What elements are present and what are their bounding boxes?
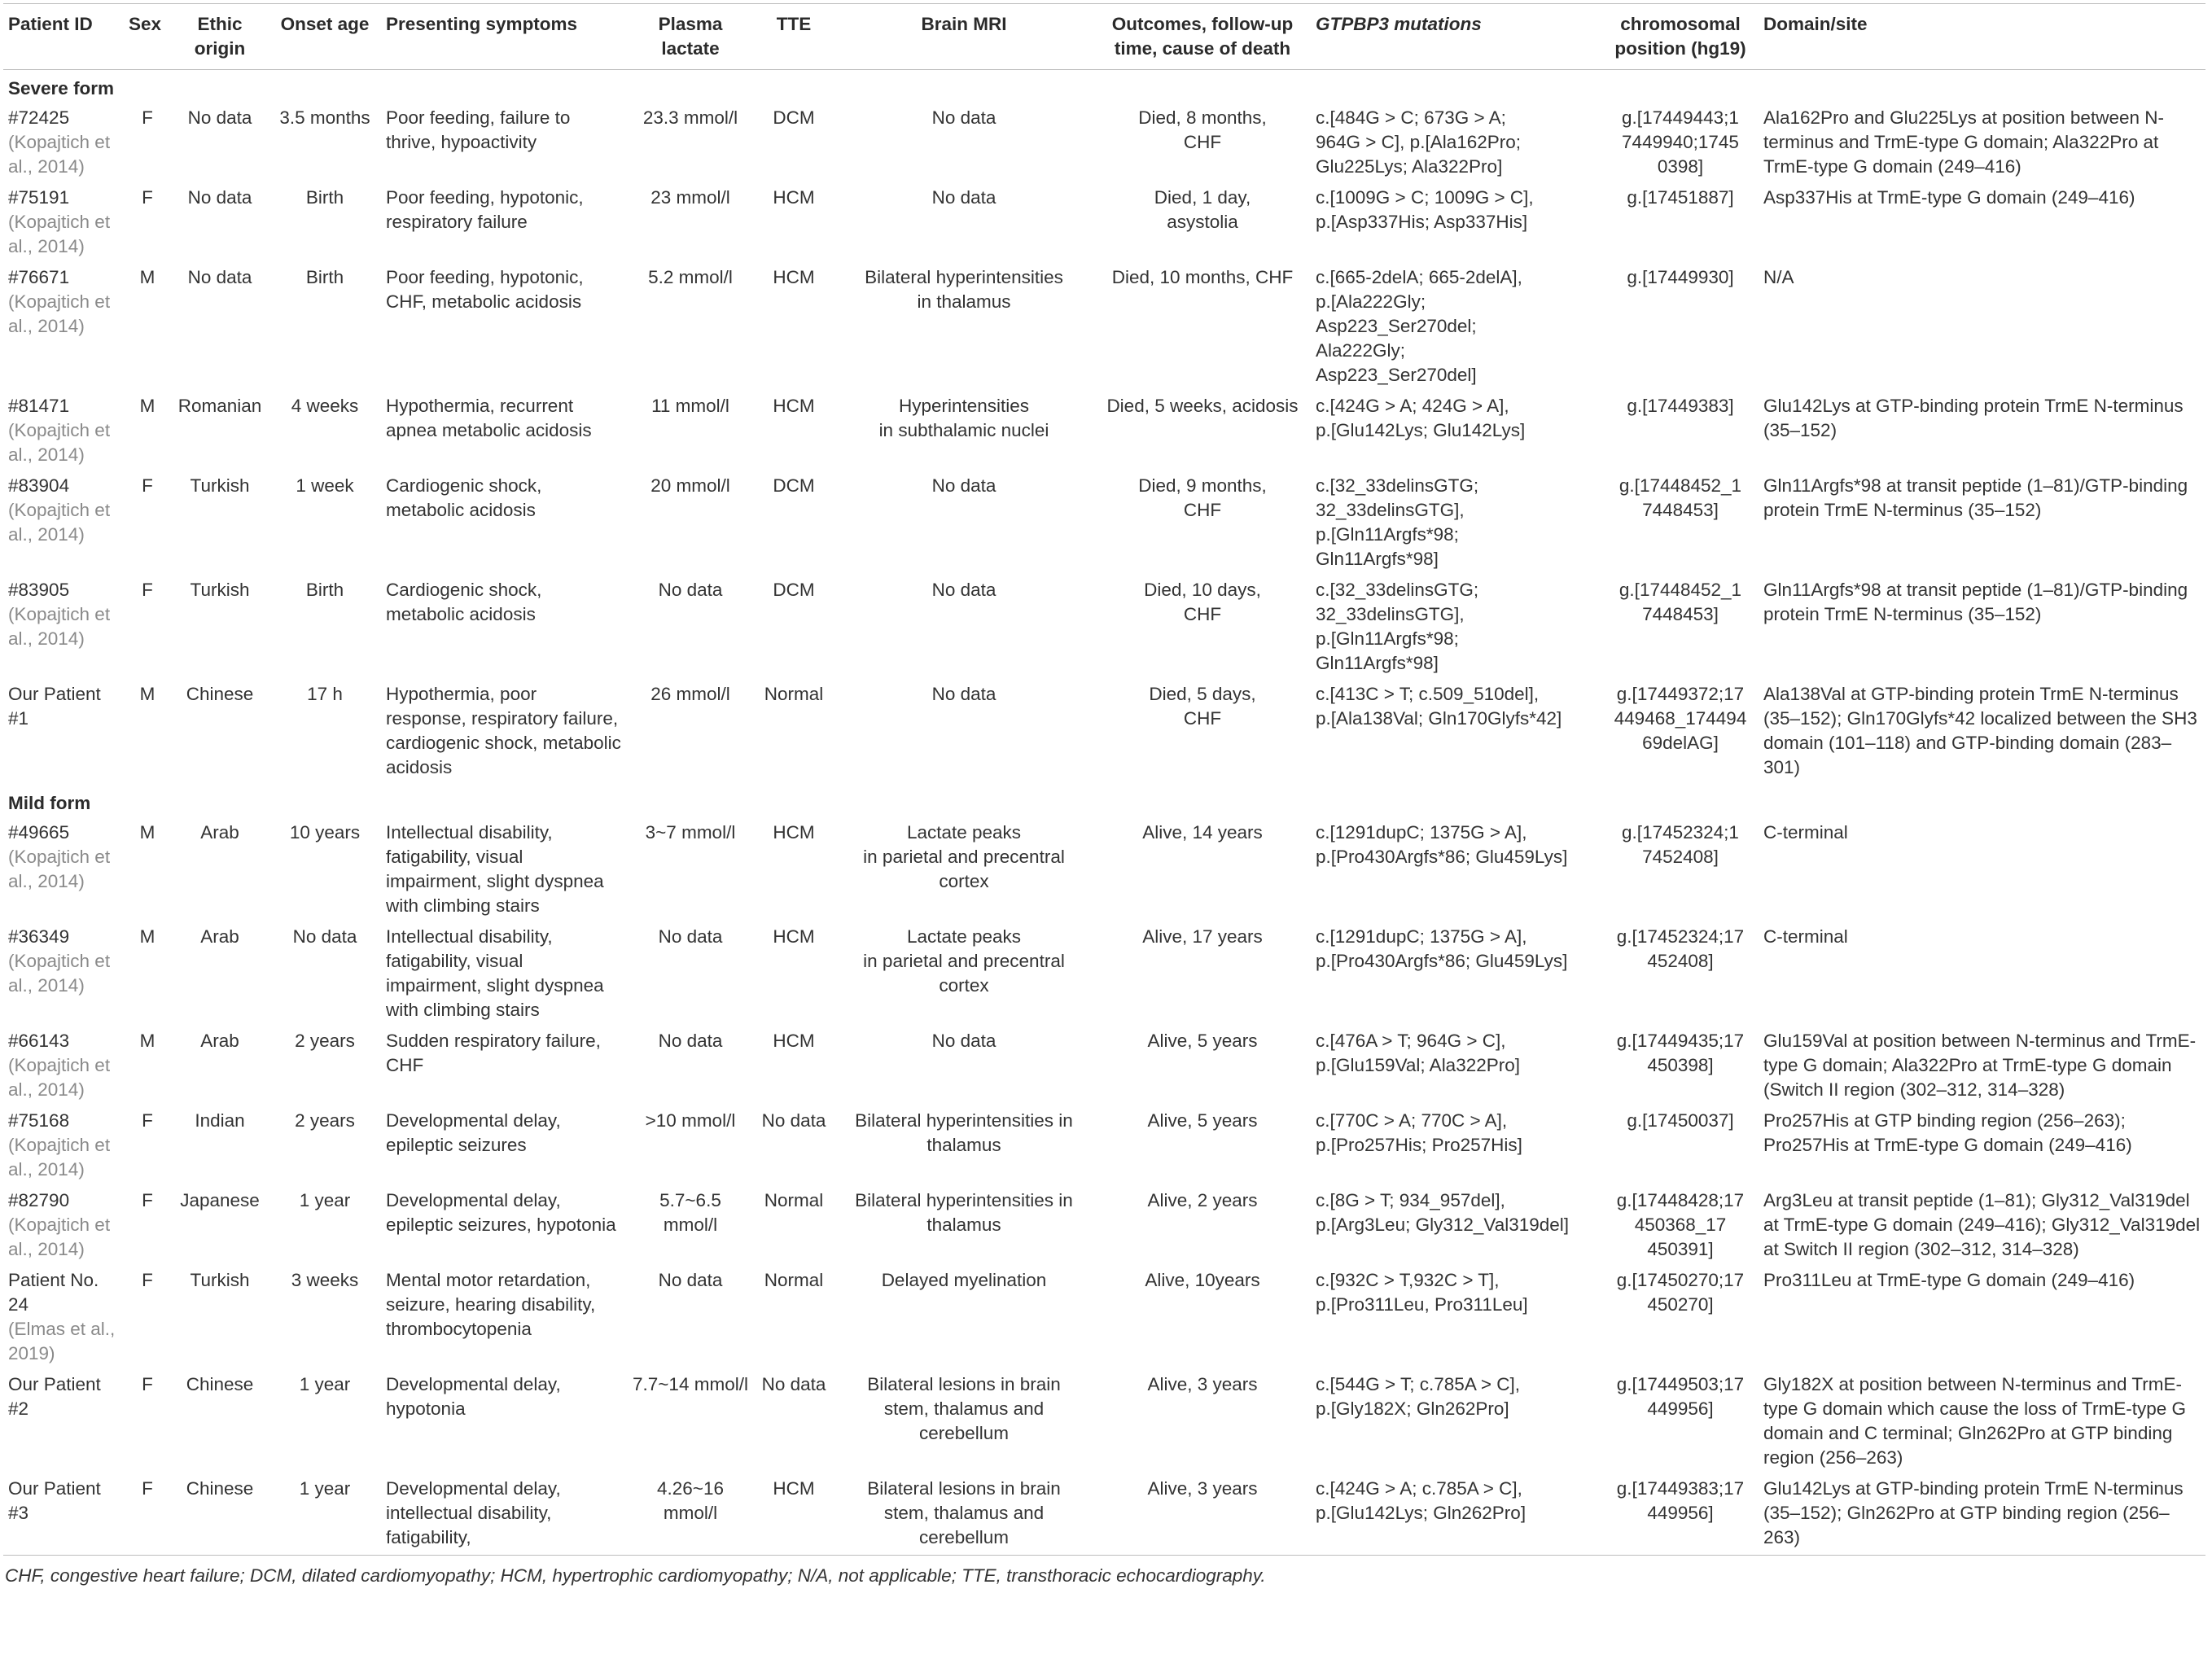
cell-patient-id (3, 104, 124, 184)
patient-id: #76671 (8, 267, 70, 287)
cell-gtpbp3-mutations: c.[424G > A; 424G > A], p.[Glu142Lys; Glu142Lys] (1316, 396, 1526, 440)
cell-outcome: Died, 10 months, CHF (1111, 267, 1294, 287)
cell-domain-site: Glu142Lys at GTP-binding protein TrmE N-terminus (35–152) (1763, 396, 2184, 440)
cell-tte: HCM (773, 926, 815, 947)
cell-domain-site: C-terminal (1763, 926, 1848, 947)
header-row (3, 4, 2205, 70)
citation-link[interactable]: (Kopajtich et al., 2014) (8, 847, 111, 891)
cell-plasma-lactate: 4.26~16 mmol/l (627, 1475, 754, 1556)
cell-patient-id (3, 1267, 124, 1371)
cell-presenting-symptoms: Hypothermia, poor response, respiratory failure, cardiogenic shock, metabolic acidosis (386, 684, 621, 777)
header-outcomes: Outcomes, follow-up time, cause of death (1094, 4, 1311, 70)
cell-presenting-symptoms: Mental motor retardation, seizure, hearing disability, thrombocytopenia (386, 1270, 596, 1339)
table-row (3, 392, 2205, 472)
header-tte: TTE (754, 4, 834, 70)
patient-id: #49665 (8, 822, 70, 843)
cell-gtpbp3-mutations: c.[424G > A; c.785A > C], p.[Glu142Lys; Gln262Pro] (1311, 1475, 1602, 1556)
cell-patient-id (3, 1027, 124, 1107)
cell-onset-age: 3.5 months (279, 107, 370, 128)
cell-onset-age: 4 weeks (291, 396, 359, 416)
cell-gtpbp3-mutations: c.[544G > T; c.785A > C], p.[Gly182X; Gln262Pro] (1316, 1374, 1520, 1419)
cell-brain-mri: Lactate peaks in parietal and precentral cortex (863, 926, 1065, 996)
cell-sex: F (124, 1475, 171, 1556)
cell-ethnic-origin: Romanian (177, 396, 262, 416)
cell-domain-site: Ala162Pro and Glu225Lys at position between N-terminus and TrmE-type G domain; Ala322Pro at TrmE-type G domain (249–416) (1763, 107, 2164, 177)
cell-plasma-lactate: 7.7~14 mmol/l (633, 1374, 748, 1394)
cell-sex: M (139, 1031, 155, 1051)
cell-sex: F (142, 1110, 153, 1131)
cell-domain-site: Ala138Val at GTP-binding protein TrmE N-terminus (35–152); Gln170Glyfs*42 localized between the SH3 domain (101–118) and GTP-binding domain (283–301) (1763, 684, 2197, 777)
cell-tte: HCM (773, 1031, 815, 1051)
cell-ethnic-origin: Chinese (186, 1374, 254, 1394)
cell-sex: F (142, 1190, 153, 1210)
cell-patient-id (3, 681, 124, 785)
table-row (3, 104, 2205, 184)
table-body (3, 70, 2205, 1556)
citation-link[interactable]: (Kopajtich et al., 2014) (8, 132, 111, 177)
patient-id: #72425 (8, 107, 70, 128)
cell-onset-age: 1 year (299, 1190, 351, 1210)
patient-id: #75168 (8, 1110, 70, 1131)
cell-plasma-lactate: 23 mmol/l (650, 187, 730, 208)
cell-brain-mri: Bilateral hyperintensities in thalamus (865, 267, 1063, 312)
cell-brain-mri: Bilateral hyperintensities in thalamus (855, 1190, 1073, 1235)
section-header-row (3, 785, 2205, 819)
cell-brain-mri: No data (931, 580, 996, 600)
cell-sex: F (142, 1270, 153, 1290)
cell-tte: DCM (773, 580, 815, 600)
cell-domain-site: C-terminal (1763, 822, 1848, 843)
cell-chromosomal-position: g.[17449503;17 449956] (1616, 1374, 1745, 1419)
cell-onset-age: 2 years (295, 1031, 355, 1051)
cell-brain-mri: Hyperintensities in subthalamic nuclei (878, 396, 1049, 440)
cell-gtpbp3-mutations: c.[484G > C; 673G > A; 964G > C], p.[Ala162Pro; Glu225Lys; Ala322Pro] (1316, 107, 1522, 177)
cell-onset-age: Birth (305, 187, 344, 208)
patient-id: Our Patient #2 (8, 1374, 101, 1419)
table-row (3, 819, 2205, 923)
citation-link[interactable]: (Kopajtich et al., 2014) (8, 1215, 111, 1259)
cell-plasma-lactate: >10 mmol/l (645, 1110, 736, 1131)
cell-patient-id (3, 392, 124, 472)
cell-plasma-lactate: No data (658, 580, 723, 600)
cell-patient-id (3, 1371, 124, 1475)
cell-patient-id (3, 1187, 124, 1267)
cell-outcome: Died, 5 weeks, acidosis (1106, 396, 1299, 416)
cell-presenting-symptoms: Developmental delay, epileptic seizures, hypotonia (386, 1190, 616, 1235)
cell-domain-site: Pro257His at GTP binding region (256–263); Pro257His at TrmE-type G domain (249–416) (1763, 1110, 2132, 1155)
cell-gtpbp3-mutations: c.[413C > T; c.509_510del], p.[Ala138Val; Gln170Glyfs*42] (1316, 684, 1562, 729)
cell-plasma-lactate: 3~7 mmol/l (645, 822, 736, 843)
section-title: Mild form (8, 793, 91, 813)
cell-presenting-symptoms: Poor feeding, hypotonic, CHF, metabolic acidosis (386, 267, 584, 312)
cell-brain-mri: Delayed myelination (881, 1270, 1047, 1290)
cell-sex: F (142, 187, 153, 208)
cell-tte: No data (761, 1374, 826, 1394)
patient-id: Our Patient #1 (8, 684, 101, 729)
cell-outcome: Alive, 14 years (1142, 822, 1263, 843)
citation-link[interactable]: (Kopajtich et al., 2014) (8, 1055, 111, 1100)
patient-id: #75191 (8, 187, 70, 208)
cell-tte: HCM (754, 1475, 834, 1556)
header-gtpbp3-mutations: GTPBP3 mutations (1311, 4, 1602, 70)
cell-ethnic-origin: Turkish (190, 1270, 250, 1290)
cell-sex: F (142, 475, 153, 496)
cell-sex: M (139, 822, 155, 843)
cell-onset-age: 1 year (269, 1475, 381, 1556)
cell-domain-site: Gln11Argfs*98 at transit peptide (1–81)/GTP-binding protein TrmE N-terminus (35–152) (1763, 475, 2188, 520)
cell-gtpbp3-mutations: c.[32_33delinsGTG; 32_33delinsGTG], p.[Gln11Argfs*98; Gln11Argfs*98] (1316, 580, 1479, 673)
cell-patient-id (3, 1107, 124, 1187)
table-row (3, 1371, 2205, 1475)
table-row (3, 1267, 2205, 1371)
cell-brain-mri: Bilateral hyperintensities in thalamus (855, 1110, 1073, 1155)
cell-chromosomal-position: g.[17448452_1 7448453] (1618, 475, 1742, 520)
cell-brain-mri: Lactate peaks in parietal and precentral cortex (863, 822, 1065, 891)
citation-link[interactable]: (Kopajtich et al., 2014) (8, 500, 111, 545)
header-chromosomal-position: chromosomal position (hg19) (1602, 4, 1759, 70)
cell-chromosomal-position: g.[17449435;17 450398] (1616, 1031, 1745, 1075)
table-row (3, 184, 2205, 264)
citation-link[interactable]: (Kopajtich et al., 2014) (8, 212, 111, 256)
cell-chromosomal-position: g.[17452324;1 7452408] (1622, 822, 1739, 867)
table-row (3, 1475, 2205, 1556)
cell-onset-age: 17 h (307, 684, 343, 704)
cell-patient-id (3, 1475, 124, 1556)
table-row (3, 1027, 2205, 1107)
cell-presenting-symptoms: Developmental delay, intellectual disability, fatigability, (381, 1475, 627, 1556)
cell-ethnic-origin: Turkish (190, 475, 250, 496)
cell-presenting-symptoms: Poor feeding, failure to thrive, hypoactivity (386, 107, 571, 152)
table-row (3, 1187, 2205, 1267)
cell-gtpbp3-mutations: c.[770C > A; 770C > A], p.[Pro257His; Pro257His] (1316, 1110, 1522, 1155)
cell-chromosomal-position: g.[17449372;17 449468_174494 69delAG] (1614, 684, 1747, 753)
cell-gtpbp3-mutations: c.[1009G > C; 1009G > C], p.[Asp337His; Asp337His] (1316, 187, 1534, 232)
cell-gtpbp3-mutations: c.[8G > T; 934_957del], p.[Arg3Leu; Gly312_Val319del] (1316, 1190, 1570, 1235)
cell-onset-age: No data (292, 926, 357, 947)
cell-tte: DCM (773, 475, 815, 496)
cell-ethnic-origin: No data (187, 107, 252, 128)
cell-presenting-symptoms: Intellectual disability, fatigability, visual impairment, slight dyspnea with climbing stairs (386, 926, 604, 1020)
cell-sex: M (139, 396, 155, 416)
cell-onset-age: 10 years (289, 822, 361, 843)
cell-patient-id (3, 184, 124, 264)
cell-presenting-symptoms: Hypothermia, recurrent apnea metabolic acidosis (386, 396, 592, 440)
cell-tte: HCM (773, 187, 815, 208)
cell-plasma-lactate: No data (658, 1270, 723, 1290)
cell-tte: DCM (773, 107, 815, 128)
cell-brain-mri: No data (931, 107, 996, 128)
cell-plasma-lactate: 23.3 mmol/l (642, 107, 738, 128)
cell-brain-mri: No data (931, 1031, 996, 1051)
cell-ethnic-origin: Arab (200, 1031, 239, 1051)
citation-link[interactable]: (Kopajtich et al., 2014) (8, 951, 111, 996)
citation-link[interactable]: (Kopajtich et al., 2014) (8, 291, 111, 336)
cell-chromosomal-position: g.[17449383] (1627, 396, 1734, 416)
cell-plasma-lactate: 26 mmol/l (650, 684, 730, 704)
cell-outcome: Died, 9 months, CHF (1138, 475, 1267, 520)
cell-tte: Normal (764, 684, 824, 704)
cell-outcome: Alive, 5 years (1147, 1031, 1258, 1051)
header-onset-age: Onset age (269, 4, 381, 70)
cell-plasma-lactate: 11 mmol/l (651, 396, 729, 416)
cell-onset-age: 1 week (296, 475, 354, 496)
cell-patient-id (3, 819, 124, 923)
cell-tte: No data (761, 1110, 826, 1131)
cell-sex: M (139, 926, 155, 947)
cell-presenting-symptoms: Sudden respiratory failure, CHF (386, 1031, 601, 1075)
cell-gtpbp3-mutations: c.[932C > T,932C > T], p.[Pro311Leu, Pro311Leu] (1316, 1270, 1528, 1315)
cell-gtpbp3-mutations: c.[476A > T; 964G > C], p.[Glu159Val; Ala322Pro] (1316, 1031, 1521, 1075)
cell-domain-site: Asp337His at TrmE-type G domain (249–416) (1763, 187, 2135, 208)
header-sex: Sex (124, 4, 171, 70)
cell-outcome: Alive, 5 years (1147, 1110, 1258, 1131)
cell-onset-age: Birth (305, 267, 344, 287)
header-domain-site: Domain/site (1759, 4, 2205, 70)
cell-patient-id (3, 923, 124, 1027)
cell-gtpbp3-mutations: c.[32_33delinsGTG; 32_33delinsGTG], p.[Gln11Argfs*98; Gln11Argfs*98] (1316, 475, 1479, 569)
cell-brain-mri: No data (931, 475, 996, 496)
cell-brain-mri: Bilateral lesions in brain stem, thalamus and cerebellum (867, 1374, 1061, 1443)
cell-plasma-lactate: 20 mmol/l (650, 475, 730, 496)
section-title: Severe form (8, 78, 115, 98)
cell-outcome: Alive, 10years (1145, 1270, 1260, 1290)
cell-onset-age: Birth (305, 580, 344, 600)
cell-chromosomal-position: g.[17449930] (1627, 267, 1734, 287)
cell-tte: Normal (764, 1270, 824, 1290)
patient-id: #66143 (8, 1031, 70, 1051)
header-patient-id: Patient ID (3, 4, 124, 70)
cell-plasma-lactate: No data (658, 926, 723, 947)
cell-chromosomal-position: g.[17448452_1 7448453] (1618, 580, 1742, 624)
cell-patient-id (3, 264, 124, 392)
citation-link[interactable]: (Elmas et al., 2019) (8, 1319, 116, 1363)
patient-id: #81471 (8, 396, 70, 416)
cell-gtpbp3-mutations: c.[1291dupC; 1375G > A], p.[Pro430Argfs*86; Glu459Lys] (1316, 926, 1568, 971)
cell-ethnic-origin: Indian (195, 1110, 245, 1131)
patient-id: Our Patient #3 (8, 1478, 101, 1523)
table-row (3, 1107, 2205, 1187)
cell-tte: HCM (773, 822, 815, 843)
cell-domain-site: Arg3Leu at transit peptide (1–81); Gly312_Val319del at TrmE-type G domain (249–416); Gly312_Val319del at Switch II region (302–312, 314–328) (1763, 1190, 2201, 1259)
cell-presenting-symptoms: Cardiogenic shock, metabolic acidosis (386, 475, 542, 520)
cell-plasma-lactate: No data (658, 1031, 723, 1051)
cell-brain-mri: Bilateral lesions in brain stem, thalamus and cerebellum (834, 1475, 1094, 1556)
cell-outcome: Died, 10 days, CHF (1144, 580, 1261, 624)
cell-plasma-lactate: 5.2 mmol/l (648, 267, 733, 287)
cell-domain-site: Glu142Lys at GTP-binding protein TrmE N-terminus (35–152); Gln262Pro at GTP binding region (256–263) (1759, 1475, 2205, 1556)
cell-outcome: Alive, 3 years (1147, 1374, 1258, 1394)
patient-table (3, 3, 2205, 1556)
cell-ethnic-origin: Chinese (186, 684, 254, 704)
cell-tte: Normal (764, 1190, 824, 1210)
cell-brain-mri: No data (931, 684, 996, 704)
cell-sex: M (139, 267, 155, 287)
cell-sex: F (142, 580, 153, 600)
cell-chromosomal-position: g.[17449383;17 449956] (1602, 1475, 1759, 1556)
cell-patient-id (3, 472, 124, 576)
cell-onset-age: 2 years (295, 1110, 355, 1131)
cell-chromosomal-position: g.[17450270;17 450270] (1616, 1270, 1745, 1315)
cell-ethnic-origin: Turkish (190, 580, 250, 600)
cell-chromosomal-position: g.[17451887] (1627, 187, 1734, 208)
patient-id: #83905 (8, 580, 70, 600)
cell-outcome: Died, 8 months, CHF (1138, 107, 1267, 152)
cell-outcome: Alive, 17 years (1142, 926, 1263, 947)
header-plasma-lactate: Plasma lactate (627, 4, 754, 70)
table-row (3, 923, 2205, 1027)
citation-link[interactable]: (Kopajtich et al., 2014) (8, 420, 111, 465)
cell-presenting-symptoms: Poor feeding, hypotonic, respiratory failure (386, 187, 584, 232)
cell-sex: M (139, 684, 155, 704)
cell-brain-mri: No data (931, 187, 996, 208)
cell-tte: HCM (773, 267, 815, 287)
cell-gtpbp3-mutations: c.[665-2delA; 665-2delA], p.[Ala222Gly; Asp223_Ser270del; Ala222Gly; Asp223_Ser270del] (1316, 267, 1522, 385)
cell-outcome: Died, 1 day, asystolia (1154, 187, 1251, 232)
header-ethnic-origin: Ethic origin (171, 4, 269, 70)
cell-outcome: Died, 5 days, CHF (1149, 684, 1256, 729)
cell-domain-site: Pro311Leu at TrmE-type G domain (249–416) (1763, 1270, 2135, 1290)
cell-outcome: Alive, 2 years (1147, 1190, 1258, 1210)
cell-sex: F (142, 107, 153, 128)
cell-chromosomal-position: g.[17448428;17 450368_17 450391] (1616, 1190, 1745, 1259)
patient-id: #82790 (8, 1190, 70, 1210)
table-footnote: CHF, congestive heart failure; DCM, dilated cardiomyopathy; HCM, hypertrophic cardiomyopathy; N/A, not applicable; TTE, transthoracic echocardiography. (5, 1565, 1266, 1586)
cell-ethnic-origin: No data (187, 267, 252, 287)
cell-domain-site: N/A (1763, 267, 1794, 287)
table-row (3, 576, 2205, 681)
patient-id: #36349 (8, 926, 70, 947)
cell-chromosomal-position: g.[17450037] (1627, 1110, 1734, 1131)
cell-gtpbp3-mutations: c.[1291dupC; 1375G > A], p.[Pro430Argfs*86; Glu459Lys] (1316, 822, 1568, 867)
cell-domain-site: Gly182X at position between N-terminus and TrmE-type G domain which cause the loss of TrmE-type G domain and C terminal; Gln262Pro at GTP binding region (256–263) (1763, 1374, 2186, 1468)
cell-domain-site: Glu159Val at position between N-terminus and TrmE-type G domain; Ala322Pro at TrmE-type G domain (Switch II region (302–312, 314–328) (1763, 1031, 2197, 1100)
cell-presenting-symptoms: Developmental delay, hypotonia (386, 1374, 561, 1419)
cell-ethnic-origin: Japanese (180, 1190, 260, 1210)
cell-domain-site: Gln11Argfs*98 at transit peptide (1–81)/GTP-binding protein TrmE N-terminus (35–152) (1763, 580, 2188, 624)
cell-tte: HCM (773, 396, 815, 416)
table-row (3, 264, 2205, 392)
cell-onset-age: 1 year (299, 1374, 351, 1394)
cell-plasma-lactate: 5.7~6.5 mmol/l (659, 1190, 721, 1235)
header-presenting-symptoms: Presenting symptoms (381, 4, 627, 70)
cell-chromosomal-position: g.[17449443;1 7449940;1745 0398] (1622, 107, 1739, 177)
header-brain-mri: Brain MRI (834, 4, 1094, 70)
cell-ethnic-origin: No data (187, 187, 252, 208)
cell-sex: F (142, 1374, 153, 1394)
cell-presenting-symptoms: Developmental delay, epileptic seizures (386, 1110, 561, 1155)
cell-ethnic-origin: Arab (200, 822, 239, 843)
cell-ethnic-origin: Arab (200, 926, 239, 947)
section-header-row (3, 70, 2205, 105)
cell-presenting-symptoms: Intellectual disability, fatigability, visual impairment, slight dyspnea with climbing stairs (386, 822, 604, 916)
cell-onset-age: 3 weeks (291, 1270, 359, 1290)
patient-id: #83904 (8, 475, 70, 496)
cell-chromosomal-position: g.[17452324;17 452408] (1616, 926, 1745, 971)
patient-id: Patient No. 24 (8, 1270, 99, 1315)
cell-patient-id (3, 576, 124, 681)
table-row (3, 472, 2205, 576)
cell-outcome: Alive, 3 years (1094, 1475, 1311, 1556)
table-row (3, 681, 2205, 785)
citation-link[interactable]: (Kopajtich et al., 2014) (8, 604, 111, 649)
citation-link[interactable]: (Kopajtich et al., 2014) (8, 1135, 111, 1180)
cell-ethnic-origin: Chinese (171, 1475, 269, 1556)
cell-presenting-symptoms: Cardiogenic shock, metabolic acidosis (386, 580, 542, 624)
